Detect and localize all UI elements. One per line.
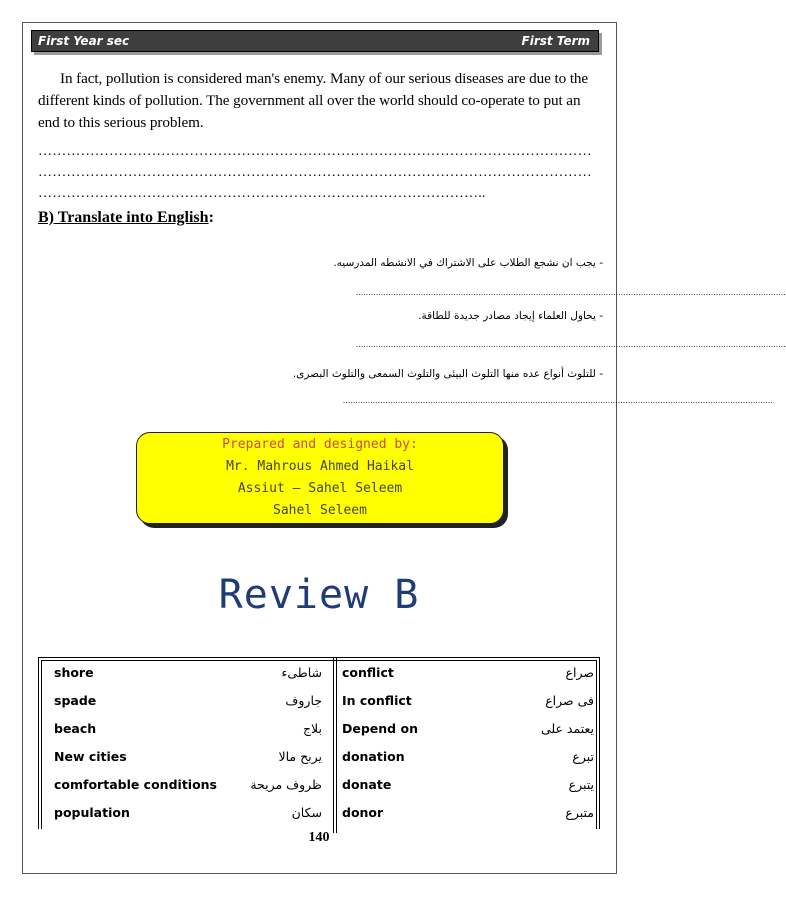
- vocab-english: In conflict: [342, 693, 412, 708]
- credit-location-clipped: Sahel Seleem: [273, 503, 367, 518]
- vocab-arabic: شاطىء: [281, 665, 322, 680]
- vocab-english: comfortable conditions: [54, 777, 218, 792]
- vocab-english: New cities: [54, 749, 127, 764]
- vocab-row: [48, 749, 328, 769]
- passage-paragraph: In fact, pollution is considered man's enemy. Many of our serious diseases are due to the different kinds of pollution. The government all over the world should co-operate to put an end to this serious problem.: [38, 70, 589, 131]
- section-b-label: B) Translate into English: [38, 209, 209, 226]
- vocab-row: [340, 721, 594, 741]
- header-term: First Term: [521, 34, 590, 48]
- vocab-english: donation: [342, 749, 405, 764]
- vocab-row: [340, 665, 594, 685]
- vocab-arabic: بلاج: [302, 721, 322, 736]
- vocab-arabic: فى صراع: [545, 693, 594, 708]
- vocab-english: donate: [342, 777, 392, 792]
- page-number: 140: [308, 830, 330, 845]
- vocab-english: shore: [54, 665, 94, 680]
- vocab-row: [48, 805, 328, 825]
- credit-author: Mr. Mahrous Ahmed Haikal: [226, 459, 414, 474]
- header-level: First Year sec: [38, 34, 130, 48]
- vocab-row: [48, 665, 328, 685]
- vocab-english: Depend on: [342, 721, 418, 736]
- vocab-arabic: يتبرع: [568, 777, 594, 792]
- review-title: Review B: [218, 572, 420, 618]
- arabic-answer-line-3: ............................................................................................................................................................................: [343, 396, 773, 405]
- arabic-answer-line-2: ............................................................................................................................................................................: [356, 340, 786, 349]
- vocab-english: beach: [54, 721, 97, 736]
- vocab-arabic: سكان: [291, 805, 322, 820]
- vocab-english: population: [54, 805, 130, 820]
- header-bar: [31, 30, 599, 52]
- credit-heading: Prepared and designed by:: [222, 437, 418, 452]
- vocab-english: spade: [54, 693, 97, 708]
- vocab-row: [340, 693, 594, 713]
- vocab-arabic: صراع: [565, 665, 594, 680]
- arabic-sentence-2: - يحاول العلماء إيجاد مصادر جديدة للطاقة.: [418, 310, 603, 322]
- arabic-sentence-1: - يجب ان نشجع الطلاب على الاشتراك في الانشطه المدرسيه.: [333, 257, 603, 269]
- answer-line-2: ………………………………………………………………………………………………………: [38, 165, 592, 180]
- vocab-arabic: تبرع: [572, 749, 594, 764]
- vocab-arabic: جاروف: [285, 693, 322, 708]
- vocab-arabic: يربح مالا: [278, 749, 322, 764]
- vocab-arabic: يعتمد على: [540, 721, 594, 736]
- vocab-english: conflict: [342, 665, 394, 680]
- arabic-answer-line-1: ............................................................................................................................................................................: [356, 288, 786, 297]
- column-divider: [333, 657, 337, 833]
- vocab-arabic: ظروف مريحة: [250, 777, 322, 792]
- vocab-english: donor: [342, 805, 384, 820]
- vocab-arabic: متبرع: [565, 805, 594, 820]
- vocabulary-table: [38, 657, 600, 829]
- section-b-heading: [38, 209, 214, 227]
- vocab-row: [48, 777, 328, 797]
- credit-box: [136, 432, 504, 524]
- vocab-row: [340, 749, 594, 769]
- credit-location: Assiut – Sahel Seleem: [237, 481, 403, 496]
- vocab-row: [340, 777, 594, 797]
- vocab-row: [340, 805, 594, 825]
- section-b-colon: :: [208, 209, 214, 226]
- vocab-row: [48, 693, 328, 713]
- vocab-row: [48, 721, 328, 741]
- arabic-sentence-3: - للتلوث أنواع عده منها التلوث البيئى والتلوث السمعى والتلوث البصرى.: [292, 368, 603, 380]
- answer-line-1: ………………………………………………………………………………………………………: [38, 144, 592, 159]
- answer-line-3: …………………………………………………………………………………..: [38, 186, 486, 201]
